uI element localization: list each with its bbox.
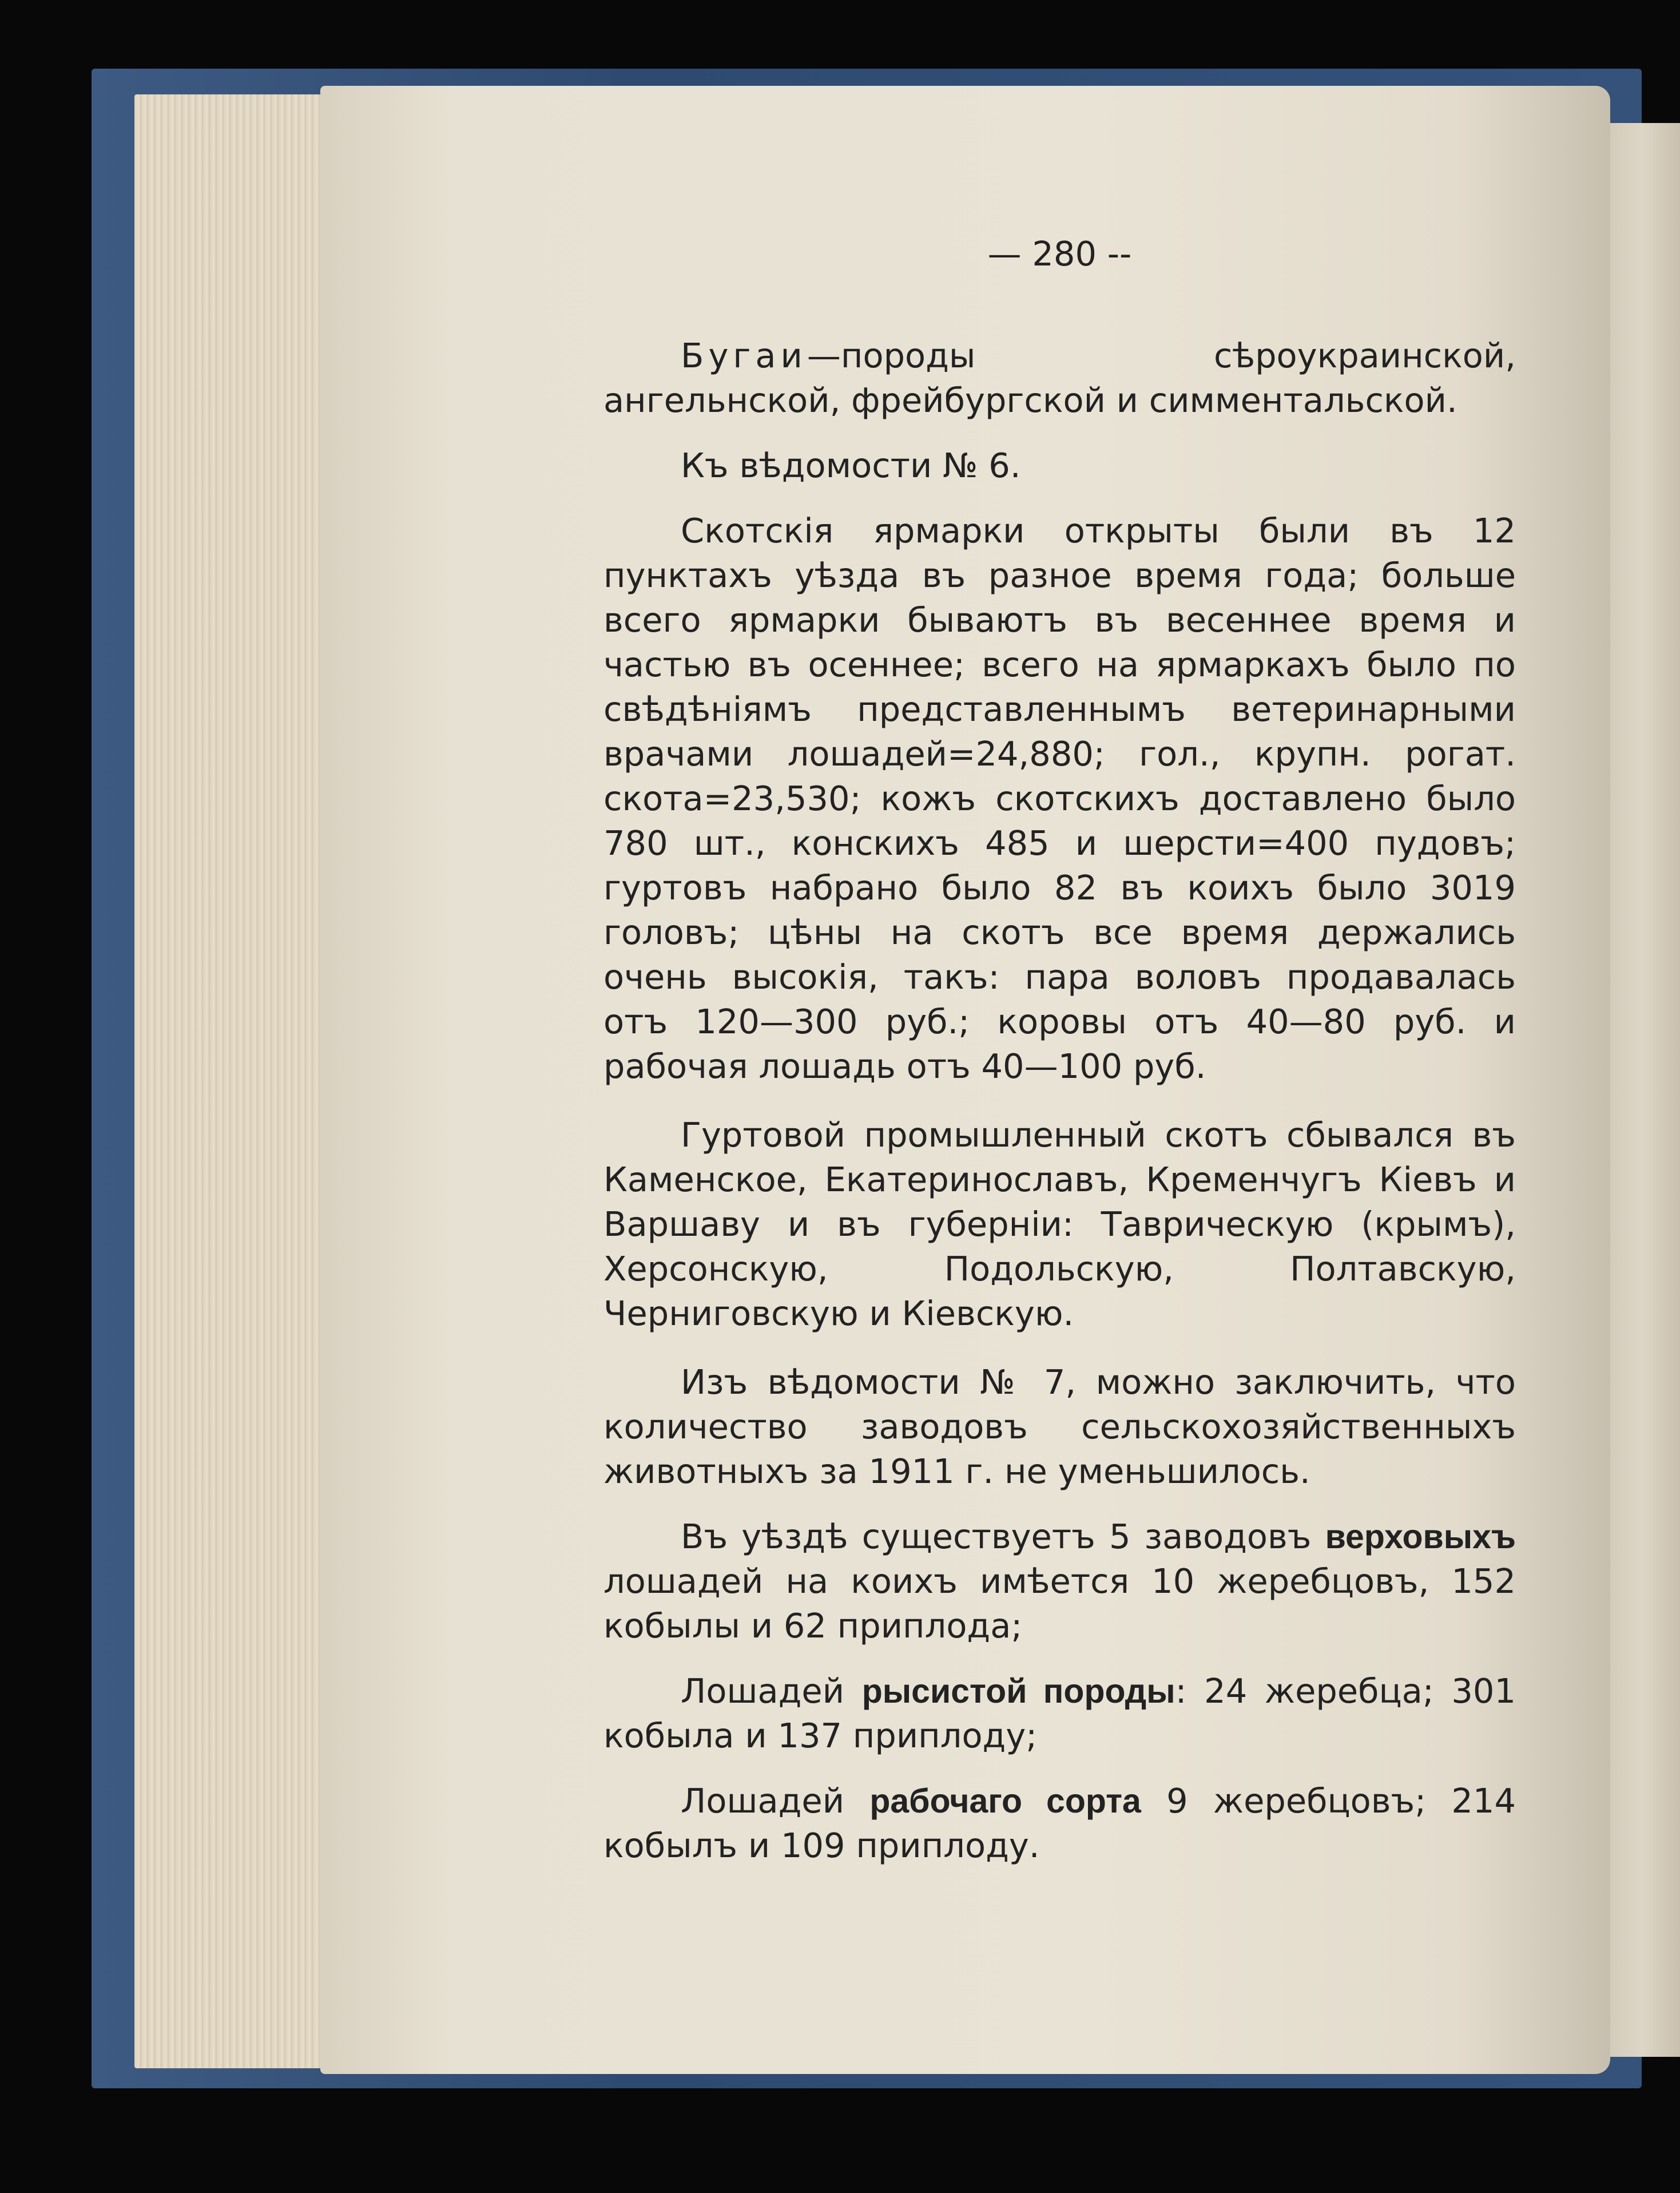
- term-riding: верховыхъ: [1325, 1518, 1516, 1556]
- term-trotters: рысистой породы: [861, 1672, 1175, 1710]
- page-number: — 280 --: [987, 234, 1132, 273]
- paragraph-work-horses: Лошадей рабочаго сорта 9 жеребцовъ; 214 кобылъ и 109 приплоду.: [603, 1781, 1516, 1865]
- section-heading: Къ вѣдомости № 6.: [681, 446, 1021, 485]
- paragraph-cattle-trade: Гуртовой промышленный скотъ сбывался въ Каменское, Екатеринославъ, Кременчугъ Кіевъ и Варшаву и въ губерніи: Таврическую (крымъ), Херсонскую, Подольскую, Полтавскую, Черниговскую и Кіевскую.: [603, 1115, 1516, 1333]
- term-bulls: Бугаи: [681, 336, 807, 375]
- paragraph-riding-horses: Въ уѣздѣ существуетъ 5 заводовъ верховыхъ лошадей на коихъ имѣется 10 жеребцовъ, 152 кобылы и 62 приплода;: [603, 1517, 1516, 1645]
- paragraph-bulls: Бугаи—породы сѣроукраинской, ангельнской, фрейбургской и симментальской.: [603, 336, 1516, 420]
- paragraph-fairs: Скотскія ярмарки открыты были въ 12 пунктахъ уѣзда въ разное время года; больше всего ярмарки бываютъ въ весеннее время и частью въ осеннее; всего на ярмаркахъ было по свѣдѣніямъ представленнымъ ветеринарными врачами лошадей=24,880; гол., крупн. рогат. скота=23,530; кожъ скотскихъ доставлено было 780 шт., конскихъ 485 и шерсти=400 пудовъ; гуртовъ набрано было 82 въ коихъ было 3019 головъ; цѣны на скотъ все время держались очень высокія, такъ: пара воловъ продавалась отъ 120—300 руб.; коровы отъ 40—80 руб. и рабочая лошадь отъ 40—100 руб.: [603, 511, 1516, 1086]
- paragraph-trotters: Лошадей рысистой породы: 24 жеребца; 301 кобыла и 137 приплоду;: [603, 1671, 1516, 1755]
- term-work: рабочаго сорта: [869, 1782, 1141, 1820]
- page-text: [603, 232, 1516, 1868]
- paragraph-studs: Изъ вѣдомости № 7, можно заключить, что количество заводовъ сельскохозяйственныхъ животныхъ за 1911 г. не уменьшилось.: [603, 1362, 1516, 1491]
- page-edges: [134, 94, 346, 2068]
